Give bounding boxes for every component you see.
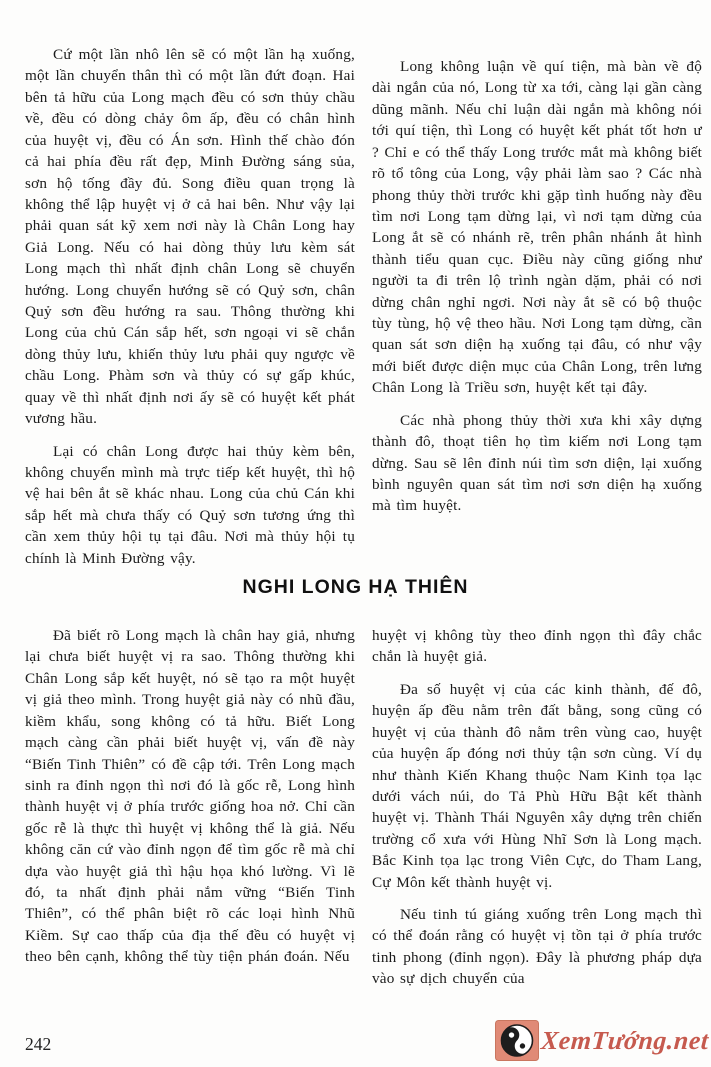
bottom-section — [0, 625, 711, 995]
paragraph: Lại có chân Long được hai thủy kèm bên, không chuyển mình mà trực tiếp kết huyệt, thì hộ vệ hai bên ắt sẽ khác nhau. Long của chủ Cán khi sắp hết mà chưa thấy có Quỷ sơn tương ứng thì cần xem thủy hội tụ tại đâu. Nơi mà thủy hội tụ chính là Minh Đường vậy. — [25, 442, 355, 567]
paragraph-continuation: huyệt vị không tùy theo đỉnh ngọn thì đây chắc chắn là huyệt giả. — [372, 627, 702, 666]
paragraph: Long không luận về quí tiện, mà bàn về độ dài ngắn của nó, Long từ xa tới, càng lại gần càng dũng mãnh. Nếu chỉ luận dài ngắn mà không nói tới quí tiện, thì Long có huyệt kết phát tốt hơn ư ? Chỉ e có thể thấy Long trước mắt mà không biết rõ tổ tông của Long, vậy phải làm sao ? Các nhà phong thủy thời trước khi gặp tình huống này đều tìm nơi Long tạm dừng lại, vì nơi tạm dừng của Long ắt sẽ có nhánh rẽ, trên phân nhánh ắt hình thành tiểu quan cục. Điều này cũng giống như người ta đi trên lộ trình ngàn dặm, phải có nơi dừng chân nghỉ ngơi. Nơi này ắt sẽ có bộ thuộc tùy tùng, hộ vệ theo hầu. Nơi Long tạm dừng, cần quan sát sơn diện hạ xuống tại đâu, có như vậy mới biết được diện mục của Chân Long, trên lưng Chân Long là Triều sơn, huyệt kết tại đây. — [372, 58, 702, 397]
watermark-text: XemTướng.net — [540, 1025, 711, 1055]
bottom-right-column — [372, 625, 702, 995]
paragraph: Cứ một lần nhô lên sẽ có một lần hạ xuống, một lần chuyển thân thì có một lần đứt đoạn. Hai bên tả hữu của Long mạch đều có sơn thủy chầu về, đều có dòng chảy ôm ấp, đều có chân hình của huyệt vị, đều có Án sơn. Hình thế chào đón cả hai phía đều rất đẹp, Minh Đường sáng sủa, sơn hộ tống đầy đủ. Song điều quan trọng là không thể lập huyệt vị ở cả hai bên. Như vậy lại phải quan sát kỹ xem nơi này là Chân Long hay Giả Long. Nếu có hai dòng thủy lưu kèm sát Long mạch thì nhất định chân Long sẽ chuyển hướng. Long chuyển hướng sẽ có Quỷ sơn, chân Quỷ sơn đều hướng ra sau. Thông thường khi Long của chủ Cán sắp hết, sơn ngoại vi sẽ chắn dòng thủy lưu, khiến thủy lưu phải quy ngược về chầu Long. Phàm sơn và thủy có sự gấp khúc, quay về thì nhất định nơi ấy sẽ có huyệt kết phát vương hầu. — [25, 46, 355, 428]
paragraph: Các nhà phong thủy thời xưa khi xây dựng thành đô, thoạt tiên họ tìm kiếm nơi Long tạm dừng. Sau sẽ lên đỉnh núi tìm sơn diện, lại xuống bình nguyên quan sát tìm nơi sơn diện hạ xuống mà tìm huyệt. — [372, 411, 702, 515]
paragraph: Nếu tinh tú giáng xuống trên Long mạch thì có thể đoán rằng có huyệt vị tồn tại ở phía trước tinh phong (đỉnh ngọn). Đây là phương pháp dựa vào sự dịch chuyển của — [372, 906, 702, 988]
page-number: 242 — [25, 1034, 52, 1054]
top-right-column — [372, 44, 702, 576]
paragraph: Đa số huyệt vị của các kinh thành, đế đô, huyện ấp đều nằm trên đất bằng, song cũng có huyệt vị của thành đô nằm trên vùng cao, huyệt của huyện ấp đóng nơi thủy tận sơn cùng. Ví dụ như thành Kiến Khang thuộc Nam Kinh tọa lạc dưới vách núi, do Tả Phù Hữu Bật kết thành huyệt vị. Thành Thái Nguyên xây dựng trên chiến trường cổ xưa với Hùng Nhĩ Sơn là Long mạch. Bắc Kinh tọa lạc trong Viên Cực, do Tham Lang, Cự Môn kết thành huyệt vị. — [372, 680, 702, 891]
yin-yang-icon — [495, 1020, 539, 1061]
bottom-left-column — [25, 625, 355, 995]
watermark — [495, 1020, 709, 1061]
top-left-column — [25, 44, 355, 576]
paragraph: Đã biết rõ Long mạch là chân hay giả, nhưng lại chưa biết huyệt vị ra sao. Thông thường khi Chân Long sắp kết huyệt, nó sẽ tạo ra một huyệt vị giả theo mình. Trong huyệt giả này có nhũ đầu, kiềm khẩu, song không có tả hữu. Biết Long mạch càng cần phải biết huyệt vị, vấn đề này “Biến Tinh Thiên” có đề cập tới. Trên Long mạch sinh ra đỉnh ngọn thì nơi đó là gốc rễ, Long hình thành huyệt vị ở phía trước giống hoa nở. Chỉ cần gốc rễ là thực thì huyệt vị không thể là giả. Nếu không căn cứ vào đỉnh ngọn để tìm gốc rễ mà chỉ dựa vào huyệt giả thì hậu họa khó lường. Vì lẽ đó, ta nhất định phải nắm vững “Biến Tinh Thiên”, có thể phân biệt rõ các loại hình Nhũ Kiềm. Sự cao thấp của địa thế đều có huyệt vị theo bên cạnh, không thể tùy tiện phán đoán. Nếu — [25, 627, 355, 966]
chapter-heading: NGHI LONG HẠ THIÊN — [242, 576, 469, 598]
